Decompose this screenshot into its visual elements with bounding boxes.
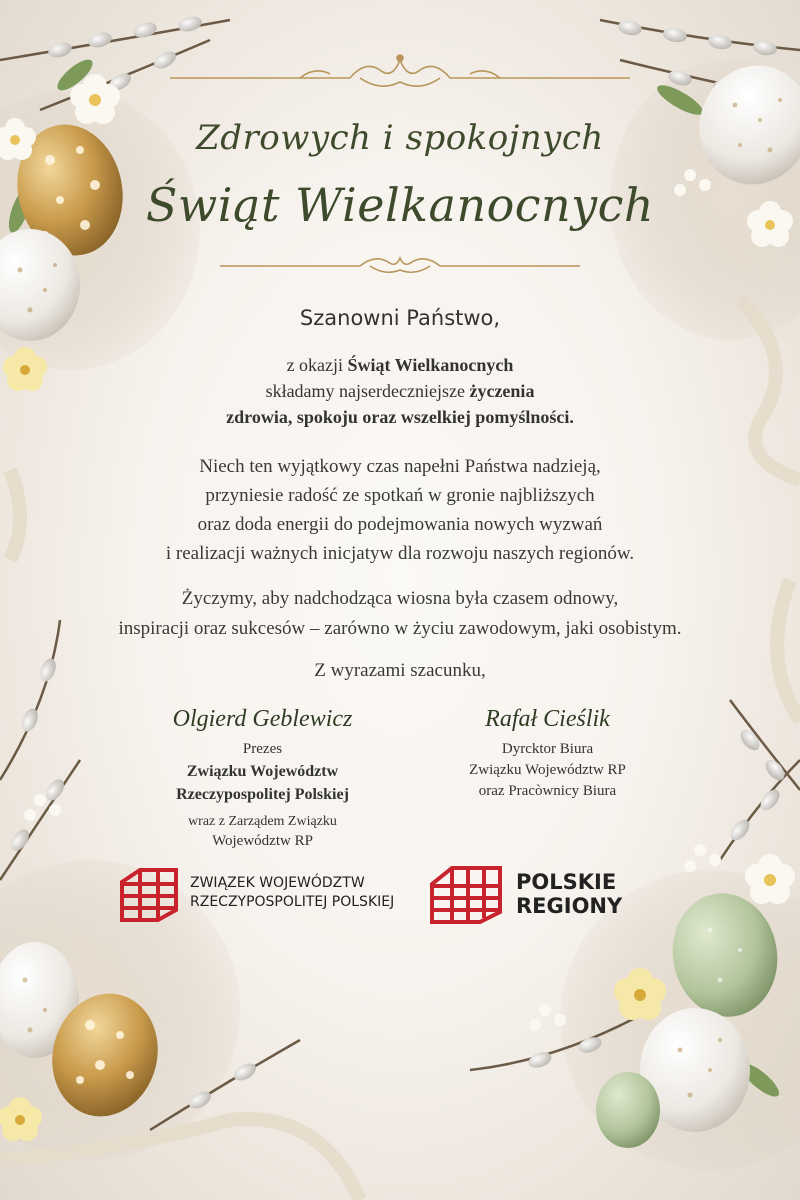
p1-text-d: życzenia: [469, 381, 535, 401]
signatory-role: Prezes: [242, 741, 283, 757]
p1-text-e: zdrowia, spokoju oraz wszelkiej pomyślności.: [226, 407, 574, 427]
top-ornament: [170, 55, 630, 86]
zwrp-logo: [118, 862, 394, 924]
spring-paragraph: [0, 584, 800, 644]
paragraph-line: inspiracji oraz sukcesów – zarówno w życiu zawodowym, jaki osobistym.: [118, 618, 682, 639]
polskie-regiony-line2: REGIONY: [516, 894, 623, 918]
greeting: Szanowni Państwo,: [299, 306, 501, 330]
p1-text-b: Świąt Wielkanocnych: [347, 355, 514, 375]
p1-text-c: składamy najserdeczniejsze: [265, 381, 470, 401]
closing: Z wyrazami szacunku,: [314, 660, 486, 681]
zwrp-logo-line2: RZECZYPOSPOLITEJ POLSKIEJ: [190, 894, 395, 910]
hope-paragraph: [0, 452, 800, 568]
signatory-name: Olgierd Geblewicz: [172, 706, 353, 732]
divider-ornament: [220, 258, 580, 272]
signatory-extra: wraz z Zarządem Związku: [188, 814, 337, 829]
paragraph-line: przyniesie radość ze spotkań w gronie najbliższych: [205, 485, 595, 506]
signatory-org: oraz Pracòwnicy Biura: [478, 783, 617, 799]
signatory-org: Związku Województw: [186, 763, 339, 780]
signature-left: [140, 706, 385, 852]
signatory-role: Dyrcktor Biura: [501, 741, 594, 757]
polskie-regiony-line1: POLSKIE: [516, 870, 617, 894]
polskie-regiony-logo: [428, 862, 622, 926]
paragraph-line: Niech ten wyjątkowy czas napełni Państwa nadzieją,: [199, 456, 601, 477]
polskie-regiony-logo-icon: [428, 862, 504, 926]
title-line-1: Zdrowych i spokojnych: [196, 118, 604, 158]
signatory-name: Rafał Cieślik: [485, 706, 610, 732]
title-line-2: Świąt Wielkanocnych: [145, 178, 655, 232]
signature-right: [420, 706, 675, 802]
paragraph-line: Życzymy, aby nadchodząca wiosna była czasem odnowy,: [181, 588, 619, 609]
signatory-org: Rzeczypospolitej Polskiej: [176, 786, 349, 803]
zwrp-logo-line1: ZWIĄZEK WOJEWÓDZTW: [190, 875, 365, 891]
signatory-extra: Województw RP: [212, 833, 313, 849]
wishes-paragraph: [0, 352, 800, 430]
paragraph-line: oraz doda energii do podejmowania nowych wyzwań: [197, 514, 603, 535]
zwrp-logo-icon: [118, 862, 180, 924]
signatory-org: Związku Województw RP: [469, 762, 626, 778]
paragraph-line: i realizacji ważnych inicjatyw dla rozwoju naszych regionów.: [165, 543, 635, 564]
p1-text-a: z okazji: [286, 355, 348, 375]
